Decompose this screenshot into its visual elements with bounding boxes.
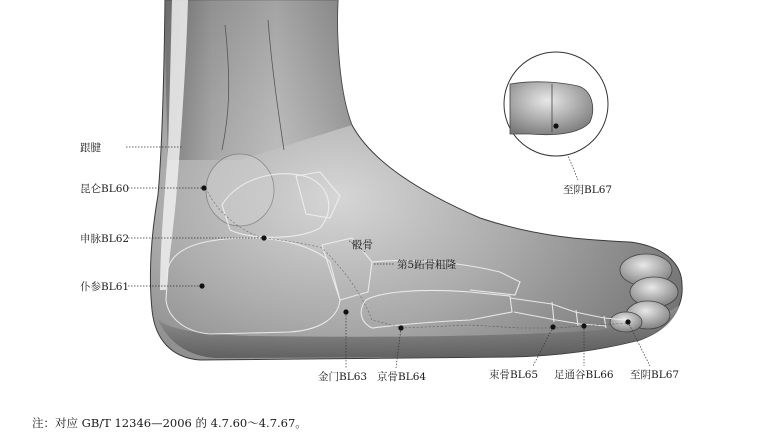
label-jinmen: 金门BL63 — [318, 371, 368, 383]
label-jinggu: 京骨BL64 — [377, 371, 427, 383]
label-kunlun: 昆仑BL60 — [80, 183, 130, 195]
point-jinmen — [343, 309, 348, 314]
lateral-malleolus — [206, 154, 274, 226]
point-shenmai — [261, 235, 266, 240]
label-shugu: 束骨BL65 — [489, 369, 539, 381]
point-pucan — [199, 283, 204, 288]
point-kunlun — [201, 185, 206, 190]
label-zhiyin-inset: 至阴BL67 — [563, 184, 613, 196]
label-achilles: 跟腱 — [80, 142, 101, 154]
label-pucan: 仆参BL61 — [80, 281, 130, 293]
label-zutonggu: 足通谷BL66 — [554, 369, 614, 381]
point-zhiyin-inset — [553, 123, 558, 128]
point-zhiyin — [625, 319, 630, 324]
point-jinggu — [398, 325, 403, 330]
footnote: 注：对应 GB/T 12346—2006 的 4.7.60～4.7.67。 — [32, 416, 307, 430]
foot-illustration — [150, 0, 682, 360]
label-shenmai: 申脉BL62 — [80, 233, 130, 245]
label-zhiyin: 至阴BL67 — [630, 369, 680, 381]
toe-inset — [504, 52, 608, 156]
point-zutonggu — [581, 323, 586, 328]
inset-toe — [510, 82, 593, 135]
point-shugu — [550, 324, 555, 329]
label-tuberosity: 第5跖骨粗隆 — [397, 259, 457, 271]
label-cuboid: 骰骨 — [352, 239, 373, 251]
